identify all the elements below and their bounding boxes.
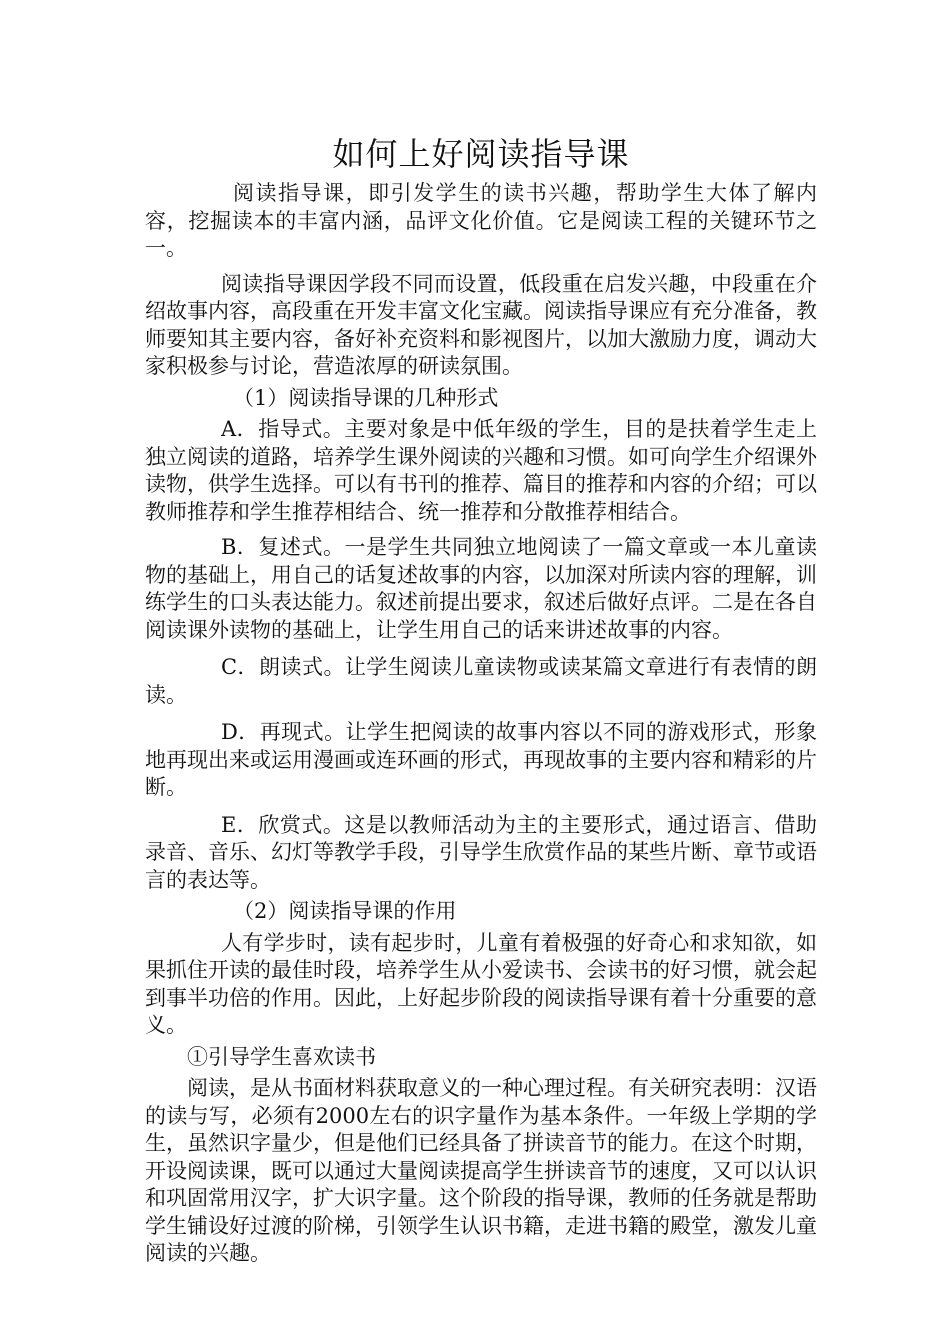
intro-paragraph-1: 阅读指导课，即引发学生的读书兴趣，帮助学生大体了解内容，挖掘读本的丰富内涵，品评文化价值。它是阅读工程的关键环节之一。 <box>145 181 817 260</box>
role-paragraph: 人有学步时，读有起步时，儿童有着极强的好奇心和求知欲，如果抓住开读的最佳时段，培养学生从小爱读书、会读书的好习惯，就会起到事半功倍的作用。因此，上好起步阶段的阅读指导课有着十分重要的意义。 <box>145 930 817 1037</box>
intro-paragraph-2: 阅读指导课因学段不同而设置，低段重在启发兴趣，中段重在介绍故事内容，高段重在开发丰富文化宝藏。阅读指导课应有充分准备，教师要知其主要内容，备好补充资料和影视图片，以加大激励力度，调动大家积极参与讨论，营造浓厚的研读氛围。 <box>145 271 817 378</box>
document-title: 如何上好阅读指导课 <box>332 135 630 173</box>
form-paragraph-d: D．再现式。让学生把阅读的故事内容以不同的游戏形式，形象地再现出来或运用漫画或连环画的形式，再现故事的主要内容和精彩的片断。 <box>145 720 817 799</box>
section-heading-forms: （1）阅读指导课的几种形式 <box>233 385 499 410</box>
section-heading-role: （2）阅读指导课的作用 <box>233 899 457 923</box>
form-paragraph-b: B．复述式。一是学生共同独立地阅读了一篇文章或一本儿童读物的基础上，用自己的话复述故事的内容，以加深对所读内容的理解，训练学生的口头表达能力。叙述前提出要求，叙述后做好点评。二是在各自阅读课外读物的基础上，让学生用自己的话来讲述故事的内容。 <box>145 535 817 642</box>
subheading-reading-interest: ①引导学生喜欢读书 <box>187 1044 376 1069</box>
form-paragraph-e: E．欣赏式。这是以教师活动为主的主要形式，通过语言、借助录音、音乐、幻灯等教学手段，引导学生欣赏作品的某些片断、章节或语言的表达等。 <box>145 812 817 892</box>
document-page <box>145 128 817 1268</box>
form-paragraph-c: C．朗读式。让学生阅读儿童读物或读某篇文章进行有表情的朗读。 <box>145 655 817 707</box>
form-paragraph-a: A．指导式。主要对象是中低年级的学生，目的是扶着学生走上独立阅读的道路，培养学生课外阅读的兴趣和习惯。如可向学生介绍课外读物，供学生选择。可以有书刊的推荐、篇目的推荐和内容的介绍；可以教师推荐和学生推荐相结合、统一推荐和分散推荐相结合。 <box>145 417 817 524</box>
reading-interest-paragraph: 阅读，是从书面材料获取意义的一种心理过程。有关研究表明：汉语的读与写，必须有2000左右的识字量作为基本条件。一年级上学期的学生，虽然识字量少，但是他们已经具备了拼读音节的能力。在这个时期，开设阅读课，既可以通过大量阅读提高学生拼读音节的速度，又可以认识和巩固常用汉字，扩大识字量。这个阶段的指导课，教师的任务就是帮助学生铺设好过渡的阶梯，引领学生认识书籍，走进书籍的殿堂，激发儿童阅读的兴趣。 <box>145 1076 817 1265</box>
